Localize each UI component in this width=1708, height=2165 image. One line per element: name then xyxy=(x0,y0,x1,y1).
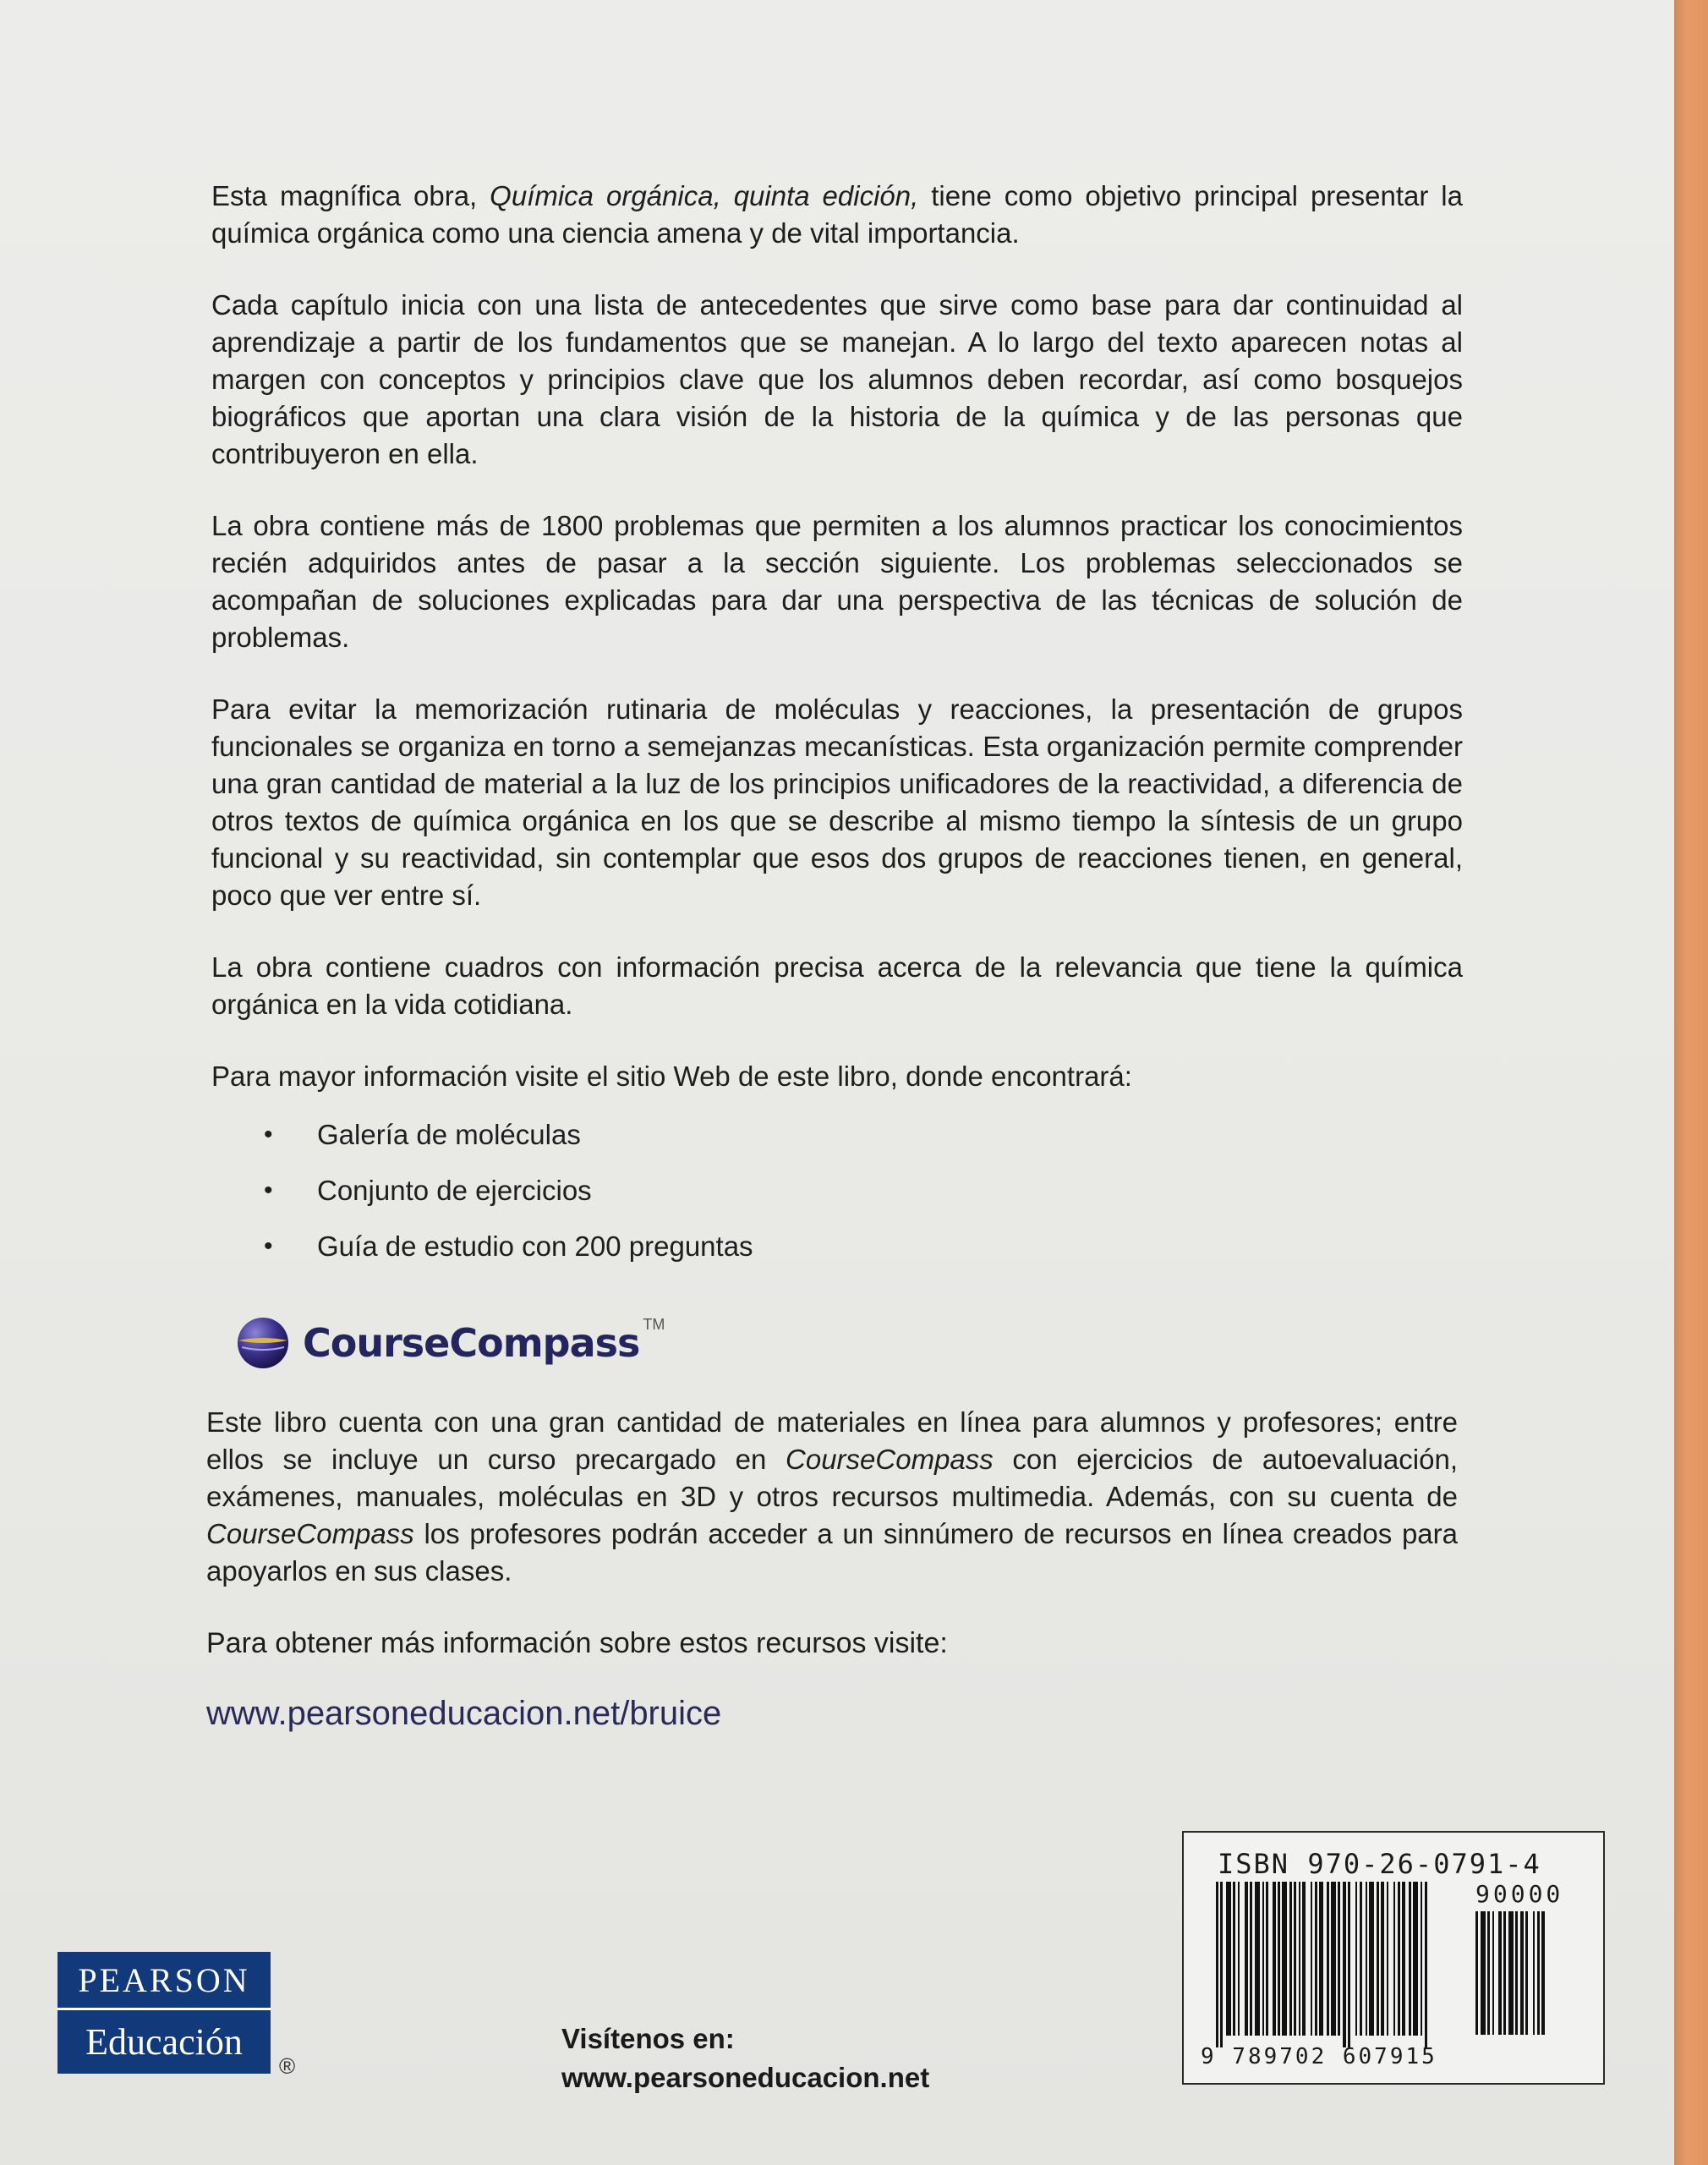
website-paragraph: Para mayor información visite el sitio Web de este libro, donde encontrará: xyxy=(211,1061,1132,1092)
list-item: • Guía de estudio con 200 preguntas xyxy=(211,1228,1463,1284)
ean-barcode-bars xyxy=(1216,1882,1470,2047)
ean-number: 9 789702 607915 xyxy=(1201,2044,1437,2069)
intro-paragraph: Esta magnífica obra, Química orgánica, quinta edición, tiene como objetivo principal presentar la química orgánica como una ciencia amena y de vital importancia. xyxy=(211,180,1463,249)
visit-us-block xyxy=(561,2020,929,2097)
addon-barcode-bars xyxy=(1475,1911,1577,2047)
book-spine-edge xyxy=(1674,0,1708,2165)
trademark-mark: TM xyxy=(643,1315,665,1333)
list-item: • Conjunto de ejercicios xyxy=(211,1172,1463,1228)
educacion-wordmark: Educación xyxy=(85,2021,243,2063)
more-info-text: Para obtener más información sobre estos recursos visite: xyxy=(206,1627,948,1659)
pearson-wordmark: PEARSON xyxy=(78,1961,250,1999)
problems-paragraph: La obra contiene más de 1800 problemas que permiten a los alumnos practicar los conocimientos recién adquiridos antes de pasar a la sección siguiente. Los problemas seleccionados se acompañan de soluciones explicadas para dar una perspectiva de las técnicas de solución de problemas. xyxy=(211,510,1463,653)
pearson-logo xyxy=(57,1952,271,2074)
registered-mark: ® xyxy=(279,2053,296,2079)
isbn-barcode xyxy=(1182,1831,1605,2085)
isbn-number: ISBN 970-26-0791-4 xyxy=(1218,1848,1541,1880)
globe-icon xyxy=(235,1315,291,1371)
online-resources-text xyxy=(206,1404,1458,1732)
chapters-paragraph: Cada capítulo inicia con una lista de antecedentes que sirve como base para dar continuidad al aprendizaje a partir de los fundamentos que se manejan. A lo largo del texto aparecen notas al margen con conceptos y principios clave que los alumnos deben recordar, así como bosquejos biográficos que aportan una clara visión de la historia de la química y de las personas que contribuyeron en ella. xyxy=(211,289,1463,469)
website-features-list xyxy=(211,1116,1463,1284)
description-text xyxy=(211,178,1463,1284)
organization-paragraph: Para evitar la memorización rutinaria de moléculas y reacciones, la presentación de grupos funcionales se organiza en torno a semejanzas mecanísticas. Esta organización permite comprender una gran cantidad de material a la luz de los principios unificadores de la reactividad, a diferencia de otros textos de química orgánica en los que se describe al mismo tiempo la síntesis de un grupo funcional y su reactividad, sin contemplar que esos dos grupos de reacciones tienen, en general, poco que ver entre sí. xyxy=(211,693,1463,911)
book-website-url[interactable]: www.pearsoneducacion.net/bruice xyxy=(206,1695,722,1732)
barcode-addon-number: 90000 xyxy=(1475,1880,1564,1908)
bullet-icon: • xyxy=(264,1121,273,1148)
bullet-icon: • xyxy=(264,1176,273,1204)
coursecompass-wordmark: CourseCompass xyxy=(303,1320,640,1366)
publisher-url[interactable]: www.pearsoneducacion.net xyxy=(561,2062,930,2093)
bullet-icon: • xyxy=(264,1232,273,1260)
list-item: • Galería de moléculas xyxy=(211,1116,1463,1172)
visit-label: Visítenos en: xyxy=(561,2023,735,2054)
boxes-paragraph: La obra contiene cuadros con información precisa acerca de la relevancia que tiene la química orgánica en la vida cotidiana. xyxy=(211,951,1463,1020)
coursecompass-paragraph: Este libro cuenta con una gran cantidad de materiales en línea para alumnos y profesores; entre ellos se incluye un curso precargado en CourseCompass con ejercicios de autoevaluación, exámenes, manuales, moléculas en 3D y otros recursos multimedia. Además, con su cuenta de CourseCompass los profesores podrán acceder a un sinnúmero de recursos en línea creados para apoyarlos en sus clases. xyxy=(206,1406,1458,1587)
coursecompass-logo xyxy=(235,1309,665,1377)
